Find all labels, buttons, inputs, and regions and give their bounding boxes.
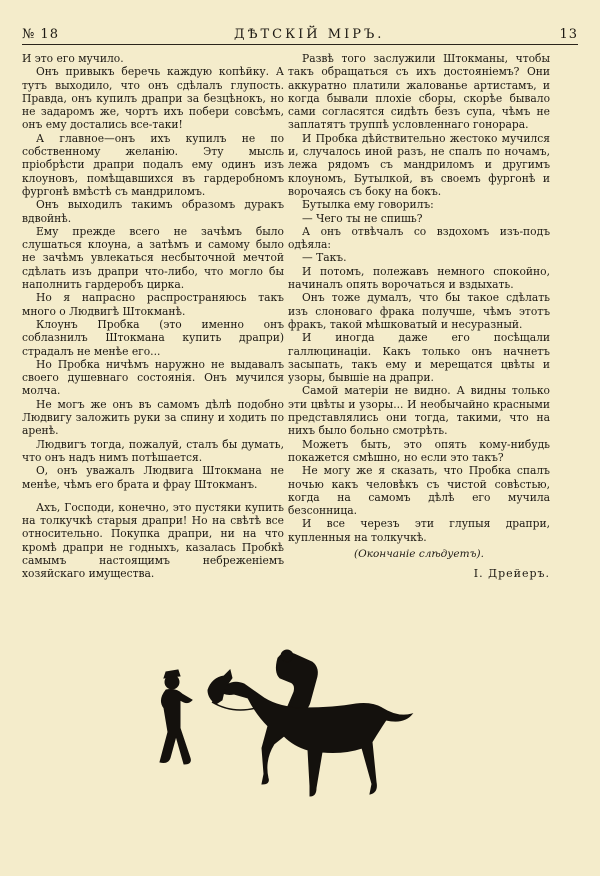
paragraph: Онъ тоже думалъ, что бы такое сдѣлать изъ слоноваго фрака получше, чѣмъ этотъ фракъ, такой мѣшковатый и несуразный. (288, 291, 550, 331)
page-number: 13 (559, 27, 578, 42)
header-rule (22, 44, 578, 45)
paragraph: И это его мучило. (22, 52, 124, 65)
paragraph: Не могу же я сказать, что Пробка спалъ ночью какъ человѣкъ съ чистой совѣстью, когда на самомъ дѣлѣ его мучила безсонница. (288, 464, 550, 518)
paragraph: Но Пробка ничѣмъ наружно не выдавалъ своего душевнаго состоянія. Онъ мучился молча. (22, 357, 284, 398)
paragraph: Онъ выходилъ такимъ образомъ дуракъ вдвойнѣ. (22, 198, 284, 225)
paragraph: А главное—онъ ихъ купилъ не по собственному желанію. Эту мысль пріобрѣсти драпри подалъ ему одинъ изъ клоуновъ, помѣщавшихся въ гардеробномъ фургонѣ вмѣстѣ съ мандриломъ. (22, 131, 284, 198)
page-header (22, 16, 578, 42)
walker-body (160, 690, 192, 765)
paragraph: — Такъ. (302, 251, 347, 265)
paragraph: Самой матеріи не видно. А видны только эти цвѣты и узоры... И необычайно красными представлялись они тогда, такими, что на нихъ было больно смотрѣть. (288, 384, 550, 438)
paragraph: Бутылка ему говорилъ: (302, 198, 434, 212)
paragraph: Ахъ, Господи, конечно, это пустяки купить на толкучкѣ старыя драпри! Но на свѣтѣ все относительно. Покупка драпри, ни на что кромѣ драпри не годныхъ, казалась Пробкѣ самымъ настоящимъ небреженіемъ хозяйскаго имущества. (22, 500, 284, 581)
magazine-title: ДѢТСКІЙ МІРЪ. (234, 27, 385, 42)
paragraph: Но я напрасно распространяюсь такъ много о Людвигѣ Штокманѣ. (22, 291, 284, 318)
horse-reins (212, 702, 256, 710)
horse-and-clown-illustration (150, 640, 425, 800)
right-column (288, 52, 550, 581)
paragraph: Развѣ того заслужили Штокманы, чтобы такъ обращаться съ ихъ достояніемъ? Они аккуратно платили жалованье артистамъ, и когда бывали плохіе сборы, скорѣе бывало сами согласятся сидѣть безъ супа, чѣмъ не заплатятъ труппѣ условленнаго гонорара. (288, 52, 550, 132)
paragraph: И иногда даже его посѣщали галлюцинаціи. Какъ только онъ начнетъ засыпать, такъ ему и мерещатся цвѣты и узоры, бывшіе на драпри. (288, 331, 550, 385)
paragraph: — Чего ты не спишь? (302, 211, 423, 225)
walker-hat (164, 670, 180, 678)
paragraph: Онъ привыкъ беречь каждую копѣйку. А тутъ выходило, что онъ сдѣлалъ глупость. Правда, онъ купилъ драпри за безцѣнокъ, но не задаромъ же, чортъ ихъ побери совсѣмъ, онъ ему достались все-таки! (22, 65, 284, 132)
rider-figure (276, 653, 317, 714)
continuation-note: (Окончаніе слѣдуетъ). (353, 547, 484, 560)
paragraph: Людвигъ тогда, пожалуй, сталъ бы думать, что онъ надъ нимъ потѣшается. (22, 437, 284, 464)
paragraph: И все черезъ эти глупыя драпри, купленныя на толкучкѣ. (288, 517, 550, 544)
paragraph: А онъ отвѣчалъ со вздохомъ изъ-подъ одѣяла: (288, 224, 550, 252)
rider-head (281, 650, 293, 662)
horse-body (220, 682, 412, 796)
paragraph: Можетъ быть, это опять кому-нибудь покажется смѣшно, но если это такъ? (288, 437, 550, 464)
paragraph: И Пробка дѣйствительно жестоко мучился и, случалось иной разъ, не спалъ по ночамъ, лежа рядомъ съ мандриломъ и другимъ клоуномъ, Бутылкой, въ своемъ фургонѣ и ворочаясь съ боку на бокъ. (288, 131, 550, 198)
paragraph: Клоунъ Пробка (это именно онъ соблазнилъ Штокмана купить драпри) страдалъ не менѣе его... (22, 317, 284, 358)
issue-number: № 18 (22, 27, 59, 42)
paragraph: О, онъ уважалъ Людвига Штокмана не менѣе, чѣмъ его брата и фрау Штокманъ. (22, 464, 284, 491)
left-column (22, 52, 284, 581)
paragraph: Ему прежде всего не зачѣмъ было слушаться клоуна, а затѣмъ и самому было не зачѣмъ увлекаться несбыточной мечтой сдѣлать изъ драпри что-либо, что могло бы наполнить гардеробъ цирка. (22, 224, 284, 292)
paragraph: Не могъ же онъ въ самомъ дѣлѣ подобно Людвигу заложить руки за спину и ходить по аренѣ. (22, 397, 284, 438)
paragraph: И потомъ, полежавъ немного спокойно, начиналъ опять ворочаться и вздыхать. (288, 264, 550, 292)
author-signature: І. Дрейеръ. (473, 567, 550, 581)
